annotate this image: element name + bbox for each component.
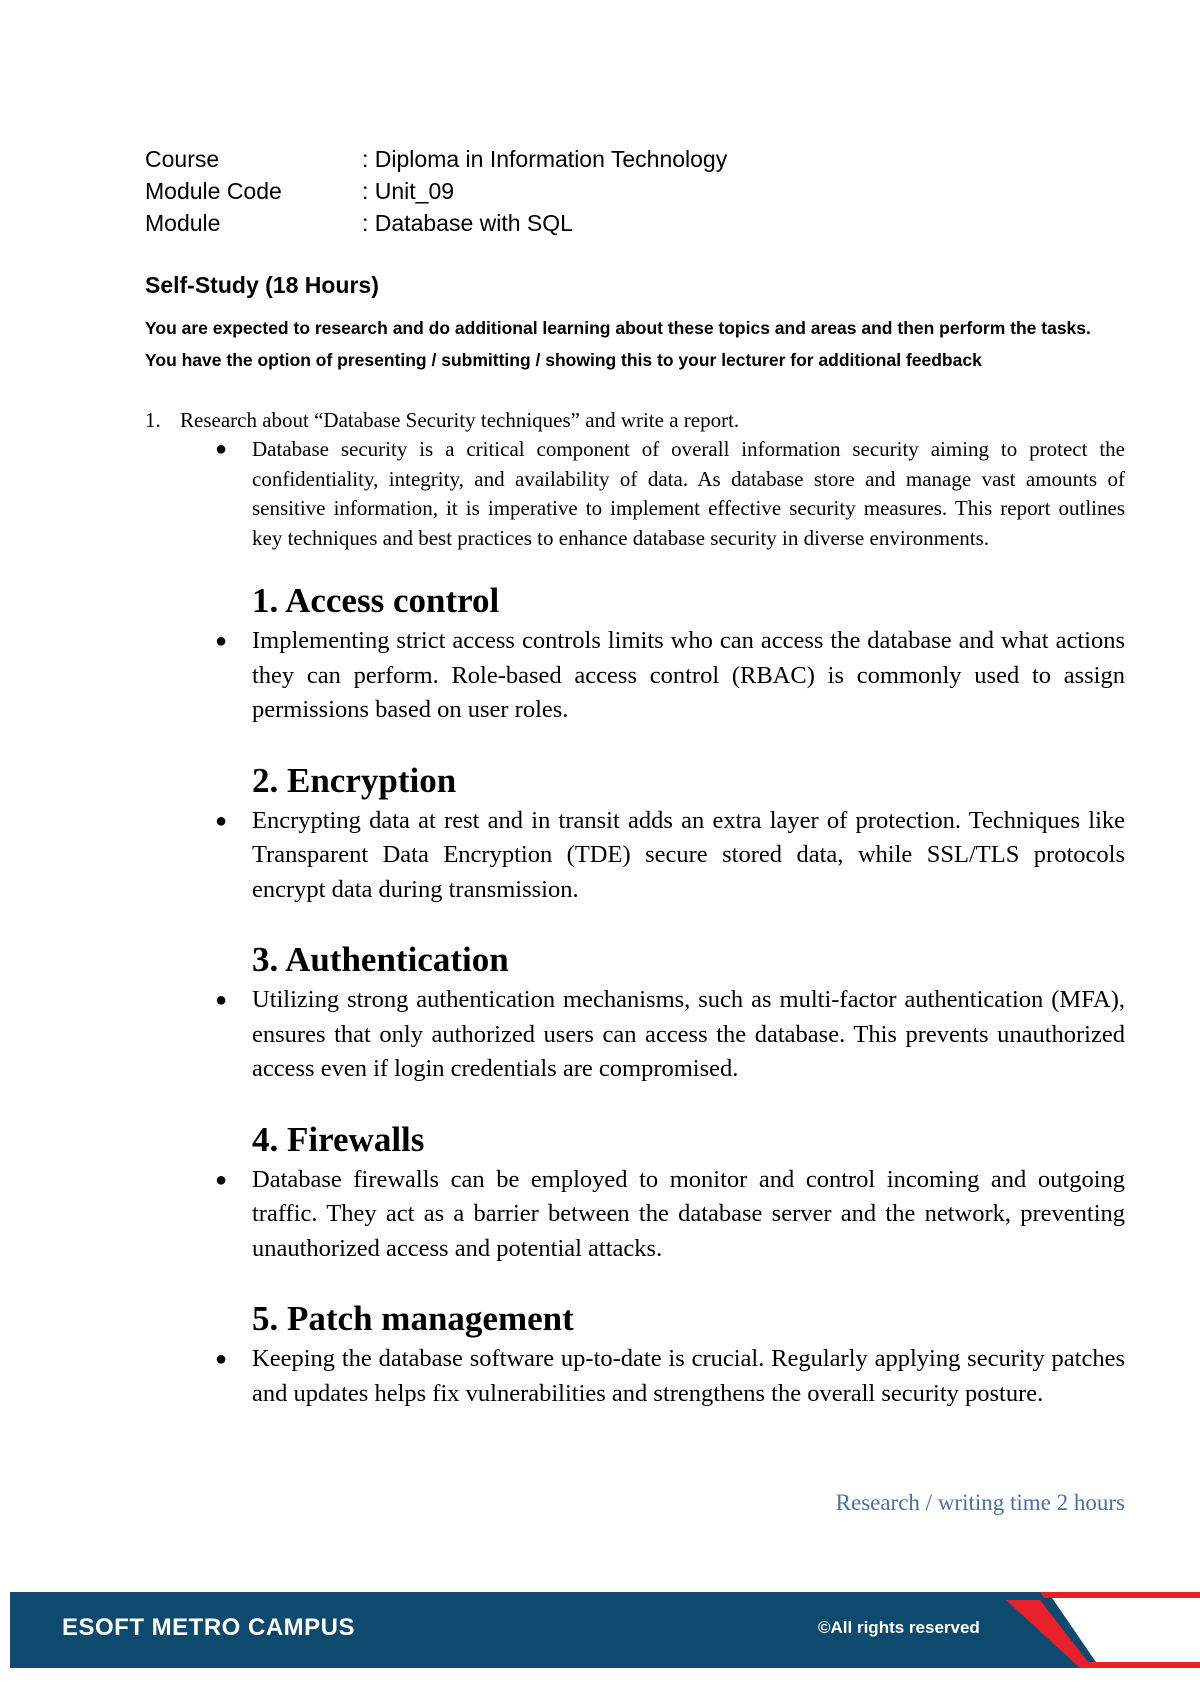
bullet-icon: ●	[215, 809, 228, 832]
intro-text: Database security is a critical component of overall information security aiming to protect the confidentiality, integrity, and availability of data. As database store and manage vast amounts of sensitive information, it is imperative to implement effective security measures. This report outlines key techniques and best practices to enhance database security in diverse environments.	[252, 437, 1125, 550]
section-title: 2. Encryption	[252, 760, 457, 800]
research-time-note: Research / writing time 2 hours	[835, 1490, 1125, 1515]
section-encryption	[145, 758, 1125, 908]
module-label: Module	[145, 210, 221, 236]
section-title: 3. Authentication	[252, 940, 509, 979]
section-title: 5. Patch management	[252, 1299, 574, 1338]
section-text: Implementing strict access controls limits who can access the database and what actions they can perform. Role-based access control (RBAC) is commonly used to assign permissions based on user roles.	[252, 627, 1125, 723]
security-techniques	[145, 578, 1125, 1441]
section-firewalls	[145, 1117, 1125, 1267]
bullet-icon: ●	[215, 438, 228, 460]
intro-bullet	[145, 435, 1125, 553]
brand-swoosh-icon	[1000, 1592, 1200, 1668]
task-text: Research about “Database Security techniques” and write a report.	[180, 408, 740, 432]
module-code-label: Module Code	[145, 178, 282, 204]
section-text: Keeping the database software up-to-date is crucial. Regularly applying security patches and updates helps fix vulnerabilities and strengthens the overall security posture.	[252, 1345, 1125, 1407]
module-info	[145, 143, 727, 239]
self-study-title: Self-Study (18 Hours)	[145, 272, 379, 298]
bullet-icon: ●	[215, 1348, 228, 1370]
section-access-control	[145, 578, 1125, 728]
course-label: Course	[145, 146, 220, 172]
section-bullet	[145, 1342, 1125, 1411]
task-heading	[145, 405, 1125, 435]
bullet-icon: ●	[215, 630, 228, 652]
section-patch-management	[145, 1296, 1125, 1411]
module-row	[145, 207, 727, 239]
task-1	[145, 405, 1125, 553]
footer	[10, 1592, 1200, 1668]
section-authentication	[145, 937, 1125, 1087]
section-bullet	[145, 1163, 1125, 1267]
course-row	[145, 143, 727, 175]
section-title: 1. Access control	[252, 581, 500, 620]
copyright-text: ©All rights reserved	[818, 1618, 980, 1637]
section-bullet	[145, 624, 1125, 728]
section-text: Utilizing strong authentication mechanisms, such as multi-factor authentication (MFA), ensures that only authorized users can access the database. This prevents unauthorized access even if login credentials are compromised.	[252, 986, 1125, 1082]
course-value: : Diploma in Information Technology	[362, 146, 728, 172]
section-bullet	[145, 804, 1125, 908]
section-text: Encrypting data at rest and in transit adds an extra layer of protection. Techniques like Transparent Data Encryption (TDE) secure stored data, while SSL/TLS protocols encrypt data during transmission.	[252, 806, 1125, 903]
instruction-line-2: You have the option of presenting / submitting / showing this to your lecturer for additional feedback	[145, 350, 982, 370]
module-value: : Database with SQL	[362, 210, 573, 236]
module-code-value: : Unit_09	[362, 178, 455, 204]
section-text: Database firewalls can be employed to monitor and control incoming and outgoing traffic. They act as a barrier between the database server and the network, preventing unauthorized access and potential attacks.	[252, 1165, 1125, 1262]
self-study-instructions	[145, 312, 1091, 376]
bullet-icon: ●	[215, 1168, 228, 1191]
instruction-line-1: You are expected to research and do additional learning about these topics and areas and then perform the tasks.	[145, 318, 1091, 338]
task-number: 1.	[145, 408, 161, 432]
section-bullet	[145, 983, 1125, 1087]
campus-brand: ESOFT METRO CAMPUS	[62, 1614, 356, 1641]
section-title: 4. Firewalls	[252, 1119, 425, 1159]
module-code-row	[145, 175, 727, 207]
bullet-icon: ●	[215, 989, 228, 1011]
